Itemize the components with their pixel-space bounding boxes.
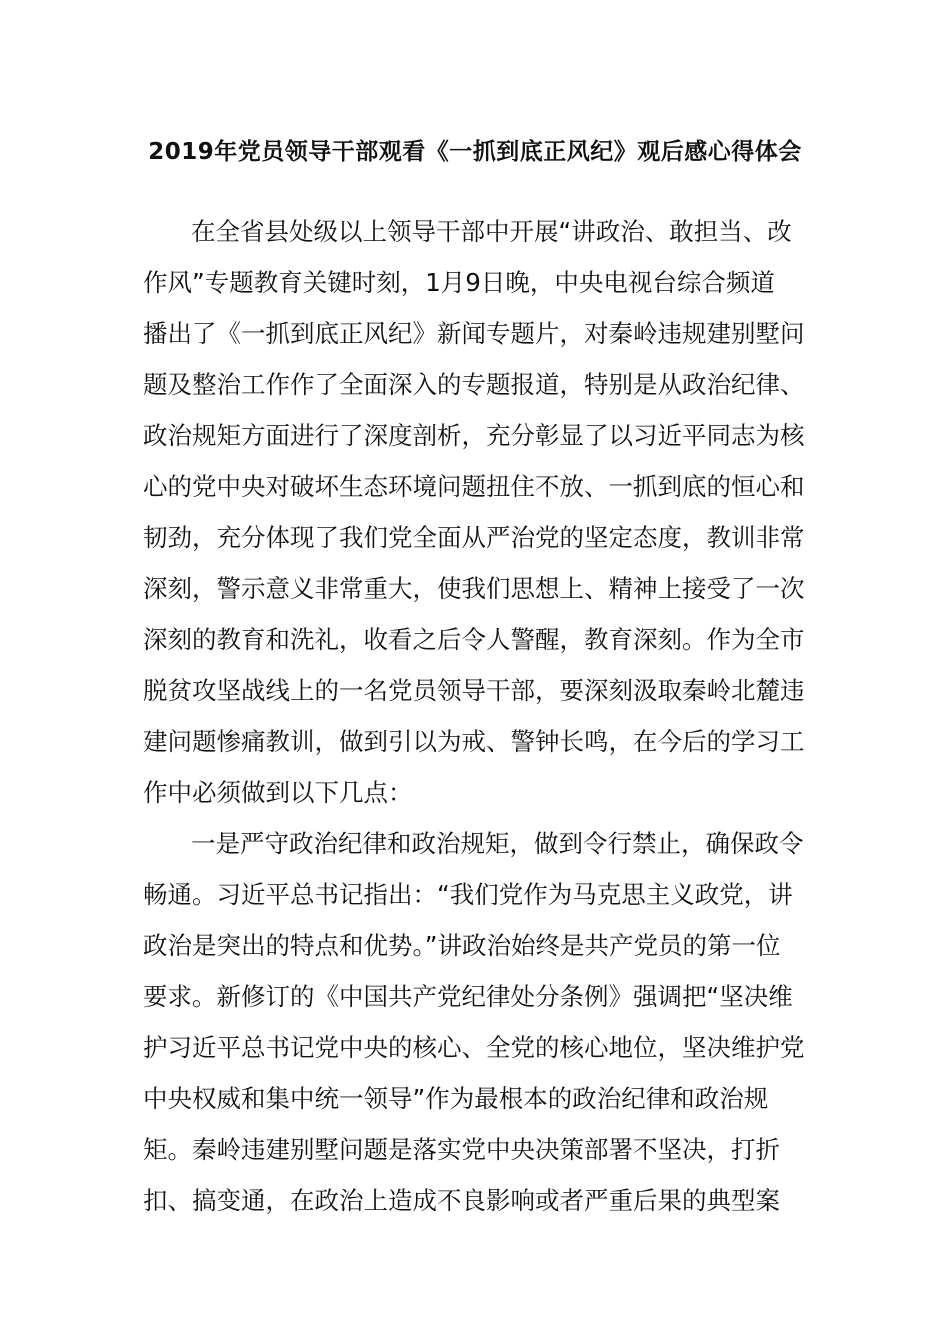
paragraph-1-line-1: 在全省县处级以上领导干部中开展“讲政治、敢担当、改: [191, 217, 792, 246]
paragraph-1-line-5: 政治规矩方面进行了深度剖析，充分彰显了以习近平同志为核: [143, 421, 805, 450]
document-body: [143, 206, 808, 1226]
paragraph-1-line-6: 心的党中央对破坏生态环境问题扭住不放、一抓到底的恒心和: [143, 472, 805, 501]
paragraph-1-line-2: 作风”专题教育关键时刻，1月9日晚，中央电视台综合频道: [143, 268, 775, 297]
paragraph-1-line-10: 脱贫攻坚战线上的一名党员领导干部，要深刻汲取秦岭北麓违: [143, 676, 805, 705]
paragraph-2-line-4: 要求。新修订的《中国共产党纪律处分条例》强调把“坚决维: [143, 982, 793, 1011]
document-title: 2019年党员领导干部观看《一抓到底正风纪》观后感心得体会: [148, 139, 802, 165]
paragraph-1-line-12: 作中必须做到以下几点：: [143, 778, 413, 807]
paragraph-2-line-5: 护习近平总书记党中央的核心、全党的核心地位，坚决维护党: [143, 1033, 805, 1062]
paragraph-2-line-6: 中央权威和集中统一领导”作为最根本的政治纪律和政治规: [143, 1084, 769, 1113]
paragraph-2-line-7: 矩。秦岭违建别墅问题是落实党中央决策部署不坚决，打折: [143, 1135, 780, 1164]
paragraph-2-line-1: 一是严守政治纪律和政治规矩，做到令行禁止，确保政令: [191, 829, 804, 858]
paragraph-1-line-3: 播出了《一抓到底正风纪》新闻专题片，对秦岭违规建别墅问: [143, 319, 805, 348]
paragraph-1-line-9: 深刻的教育和洗礼，收看之后令人警醒，教育深刻。作为全市: [143, 625, 805, 654]
paragraph-2-line-2: 畅通。习近平总书记指出：“我们党作为马克思主义政党，讲: [143, 880, 793, 909]
paragraph-1-line-4: 题及整治工作作了全面深入的专题报道，特别是从政治纪律、: [143, 370, 805, 399]
paragraph-1-line-11: 建问题惨痛教训，做到引以为戒、警钟长鸣，在今后的学习工: [143, 727, 805, 756]
paragraph-2-line-8: 扣、搞变通，在政治上造成不良影响或者严重后果的典型案: [143, 1186, 780, 1215]
paragraph-1-line-7: 韧劲，充分体现了我们党全面从严治党的坚定态度，教训非常: [143, 523, 805, 552]
paragraph-1-line-8: 深刻，警示意义非常重大，使我们思想上、精神上接受了一次: [143, 574, 805, 603]
paragraph-2-line-3: 政治是突出的特点和优势。”讲政治始终是共产党员的第一位: [143, 931, 781, 960]
